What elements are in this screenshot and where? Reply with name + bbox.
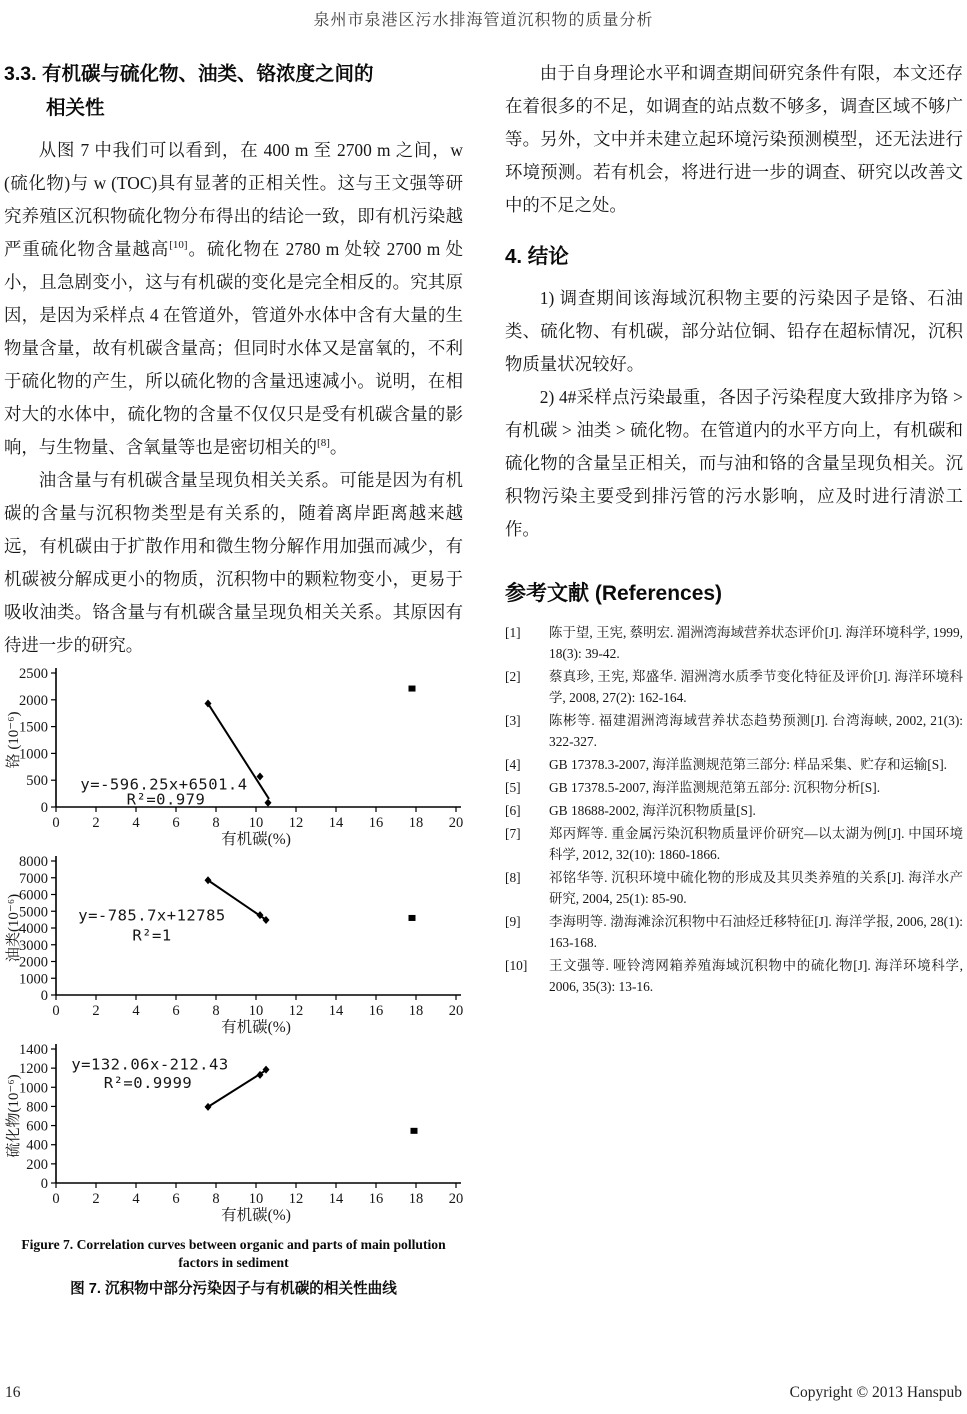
ref-number: [8] [505, 870, 521, 885]
svg-text:4: 4 [132, 1191, 140, 1207]
svg-text:3000: 3000 [19, 937, 48, 954]
svg-text:8: 8 [212, 1003, 220, 1019]
reference-item [505, 710, 963, 752]
paragraph-text: 从图 7 中我们可以看到，在 400 m 至 2700 m 之间，w (硫化物)与 w (TOC)具有显著的正相关性。这与王文强等研究养殖区沉积物硫化物分布得出的结论一致，即有机污染越严重硫化物含量越高 [4, 140, 463, 259]
svg-text:1000: 1000 [19, 1080, 48, 1097]
svg-text:16: 16 [368, 815, 384, 831]
svg-text:油类(10⁻⁶): 油类(10⁻⁶) [6, 893, 22, 963]
svg-text:2500: 2500 [19, 666, 48, 682]
ref-number: [7] [505, 826, 521, 841]
citation-superscript-8: [8] [317, 437, 330, 450]
svg-text:5000: 5000 [19, 904, 48, 921]
running-head-title: 泉州市泉港区污水排海管道沉积物的质量分析 [313, 12, 654, 29]
svg-text:y=-596.25x+6501.4: y=-596.25x+6501.4 [80, 775, 248, 794]
section-heading-line2: 相关性 [46, 97, 105, 119]
reference-item [505, 911, 963, 953]
svg-text:0: 0 [40, 988, 48, 1004]
svg-text:16: 16 [368, 1003, 384, 1019]
svg-text:18: 18 [408, 815, 424, 831]
svg-text:8: 8 [212, 815, 220, 831]
svg-text:有机碳(%): 有机碳(%) [221, 1019, 291, 1036]
reference-item [505, 777, 963, 798]
section-heading-line1: 3.3. 有机碳与硫化物、油类、铬浓度之间的 [4, 63, 374, 85]
references-list [505, 622, 963, 997]
svg-text:4000: 4000 [19, 921, 48, 937]
svg-text:0: 0 [40, 800, 48, 816]
svg-text:硫化物(10⁻⁶): 硫化物(10⁻⁶) [6, 1074, 22, 1158]
ref-text: 陈于望, 王宪, 蔡明宏. 湄洲湾海域营养状态评价[J]. 海洋环境科学, 1999, 18(3): 39-42. [549, 625, 963, 661]
svg-text:y=132.06x-212.43: y=132.06x-212.43 [71, 1055, 229, 1074]
svg-text:2000: 2000 [19, 954, 48, 971]
svg-text:14: 14 [328, 815, 344, 831]
svg-text:8: 8 [212, 1191, 220, 1207]
reference-item [505, 800, 963, 821]
svg-text:0: 0 [52, 1003, 60, 1019]
svg-text:8000: 8000 [19, 854, 48, 870]
ref-text: GB 17378.5-2007, 海洋监测规范第五部分: 沉积物分析[S]. [549, 780, 881, 795]
svg-text:6: 6 [172, 815, 180, 831]
ref-number: [1] [505, 625, 521, 640]
svg-text:1500: 1500 [19, 719, 48, 736]
svg-text:1200: 1200 [19, 1061, 48, 1078]
svg-text:铬 (10⁻⁶): 铬 (10⁻⁶) [6, 711, 22, 769]
reference-item [505, 867, 963, 909]
footer-copyright: Copyright © 2013 Hanspub [789, 1384, 962, 1401]
conclusion-item-2: 2) 4#采样点污染最重，各因子污染程度大致排序为铬 > 有机碳 > 油类 > 硫化物。在管道内的水平方向上，有机碳和硫化物的含量呈正相关，而与油和铬的含量呈现负相关。沉积物污染主要受到排污管的污水影响，应及时进行清淤工作。 [505, 387, 963, 539]
svg-text:10: 10 [248, 1003, 264, 1019]
svg-text:2: 2 [92, 1003, 100, 1019]
conclusion-heading: 4. 结论 [505, 245, 569, 268]
chart-svg-oil-vs-toc [4, 850, 466, 1038]
svg-text:18: 18 [408, 1191, 424, 1207]
ref-number: [4] [505, 757, 521, 772]
ref-text: 陈彬等. 福建湄洲湾海域营养状态趋势预测[J]. 台湾海峡, 2002, 21(3): 322-327. [549, 713, 963, 749]
footer-page-number: 16 [5, 1384, 21, 1401]
svg-text:0: 0 [52, 815, 60, 831]
paragraph-limitations: 由于自身理论水平和调查期间研究条件有限，本文还存在着很多的不足，如调查的站点数不够多，调查区域不够广等。另外，文中并未建立起环境污染预测模型，还无法进行环境预测。若有机会，将进行进一步的调查、研究以改善文中的不足之处。 [505, 63, 963, 215]
svg-text:6: 6 [172, 1003, 180, 1019]
svg-text:600: 600 [26, 1118, 48, 1135]
figure-caption-english: Figure 7. Correlation curves between organic and parts of main pollution factors in sediment [21, 1237, 446, 1270]
paragraph-text: 。硫化物在 2780 m 处较 2700 m 处小，且急剧变小，这与有机碳的变化是完全相反的。究其原因，是因为采样点 4 在管道外，管道外水体中含有大量的生物量含量，故有机碳含量高；但同时水体又是富氧的，不利于硫化物的产生，所以硫化物的含量迅速减小。说明，在相对大的水体中，硫化物的含量不仅仅只是受有机碳含量的影响，与生物量、含氧量等也是密切相关的 [4, 239, 463, 457]
svg-text:12: 12 [288, 1003, 304, 1019]
chart-chromium-vs-toc [4, 662, 463, 850]
left-column [4, 57, 463, 1298]
svg-text:2: 2 [92, 815, 100, 831]
svg-text:4: 4 [132, 815, 140, 831]
svg-text:0: 0 [52, 1191, 60, 1207]
right-column [505, 57, 963, 999]
ref-text: 蔡真珍, 王宪, 郑盛华. 湄洲湾水质季节变化特征及评价[J]. 海洋环境科学, 2008, 27(2): 162-164. [549, 669, 963, 705]
conclusion-item-1: 1) 调查期间该海域沉积物主要的污染因子是铬、石油类、硫化物、有机碳，部分站位铜、铅存在超标情况，沉积物质量状况较好。 [505, 288, 963, 374]
chart-svg-chromium-vs-toc [4, 662, 466, 850]
svg-text:14: 14 [328, 1003, 344, 1019]
svg-text:6: 6 [172, 1191, 180, 1207]
svg-text:R²=1: R²=1 [132, 926, 172, 945]
svg-text:18: 18 [408, 1003, 424, 1019]
svg-text:有机碳(%): 有机碳(%) [221, 831, 291, 848]
svg-text:20: 20 [448, 1003, 464, 1019]
svg-text:2000: 2000 [19, 692, 48, 709]
paragraph-text: 。 [329, 437, 348, 457]
reference-item [505, 754, 963, 775]
svg-text:R²=0.9999: R²=0.9999 [103, 1074, 193, 1093]
svg-text:20: 20 [448, 1191, 464, 1207]
figure-7-caption [4, 1236, 463, 1298]
reference-item [505, 622, 963, 664]
ref-text: 李海明等. 渤海滩涂沉积物中石油烃迁移特征[J]. 海洋学报, 2006, 28(1): 163-168. [549, 914, 963, 950]
reference-item [505, 666, 963, 708]
ref-number: [6] [505, 803, 521, 818]
ref-number: [9] [505, 914, 521, 929]
paragraph-sulfide-toc-correlation [4, 134, 463, 464]
svg-text:12: 12 [288, 1191, 304, 1207]
reference-item [505, 823, 963, 865]
svg-text:1400: 1400 [19, 1042, 48, 1058]
chart-svg-sulfide-vs-toc [4, 1038, 466, 1226]
ref-number: [10] [505, 958, 528, 973]
svg-text:500: 500 [26, 773, 48, 790]
svg-text:R²=0.979: R²=0.979 [126, 790, 206, 809]
ref-text: 王文强等. 哑铃湾网箱养殖海域沉积物中的硫化物[J]. 海洋环境科学, 2006, 35(3): 13-16. [549, 958, 963, 994]
ref-text: 祁铭华等. 沉积环境中硫化物的形成及其贝类养殖的关系[J]. 海洋水产研究, 2004, 25(1): 85-90. [549, 870, 963, 906]
ref-text: 郑丙辉等. 重金属污染沉积物质量评价研究—以太湖为例[J]. 中国环境科学, 2012, 32(10): 1860-1866. [549, 826, 963, 862]
svg-text:0: 0 [40, 1176, 48, 1192]
svg-text:200: 200 [26, 1156, 48, 1173]
svg-text:6000: 6000 [19, 887, 48, 904]
svg-text:有机碳(%): 有机碳(%) [221, 1207, 291, 1224]
figure-caption-chinese: 图 7. 沉积物中部分污染因子与有机碳的相关性曲线 [70, 1281, 397, 1297]
ref-text: GB 18688-2002, 海洋沉积物质量[S]. [549, 803, 756, 818]
ref-number: [2] [505, 669, 521, 684]
svg-text:4: 4 [132, 1003, 140, 1019]
citation-superscript-10: [10] [169, 239, 188, 252]
svg-text:16: 16 [368, 1191, 384, 1207]
svg-text:1000: 1000 [19, 971, 48, 988]
svg-text:10: 10 [248, 815, 264, 831]
paragraph-oil-chromium-correlation: 油含量与有机碳含量呈现负相关关系。可能是因为有机碳的含量与沉积物类型是有关系的，随着离岸距离越来越远，有机碳由于扩散作用和微生物分解作用加强而减少，有机碳被分解成更小的物质，沉积物中的颗粒物变小，更易于吸收油类。铬含量与有机碳含量呈现负相关关系。其原因有待进一步的研究。 [4, 470, 463, 655]
ref-number: [3] [505, 713, 521, 728]
ref-number: [5] [505, 780, 521, 795]
chart-sulfide-vs-toc [4, 1038, 463, 1226]
svg-text:2: 2 [92, 1191, 100, 1207]
references-heading: 参考文献 (References) [505, 582, 723, 605]
svg-text:20: 20 [448, 815, 464, 831]
svg-text:14: 14 [328, 1191, 344, 1207]
svg-text:10: 10 [248, 1191, 264, 1207]
svg-text:800: 800 [26, 1099, 48, 1116]
ref-text: GB 17378.3-2007, 海洋监测规范第三部分: 样品采集、贮存和运输[S]. [549, 757, 947, 772]
svg-text:7000: 7000 [19, 870, 48, 887]
page-footer [5, 1384, 962, 1402]
section-heading-3-3 [4, 57, 463, 125]
svg-text:12: 12 [288, 815, 304, 831]
reference-item [505, 955, 963, 997]
chart-oil-vs-toc [4, 850, 463, 1038]
svg-text:1000: 1000 [19, 746, 48, 763]
svg-text:y=-785.7x+12785: y=-785.7x+12785 [78, 906, 226, 925]
svg-text:400: 400 [26, 1137, 48, 1154]
